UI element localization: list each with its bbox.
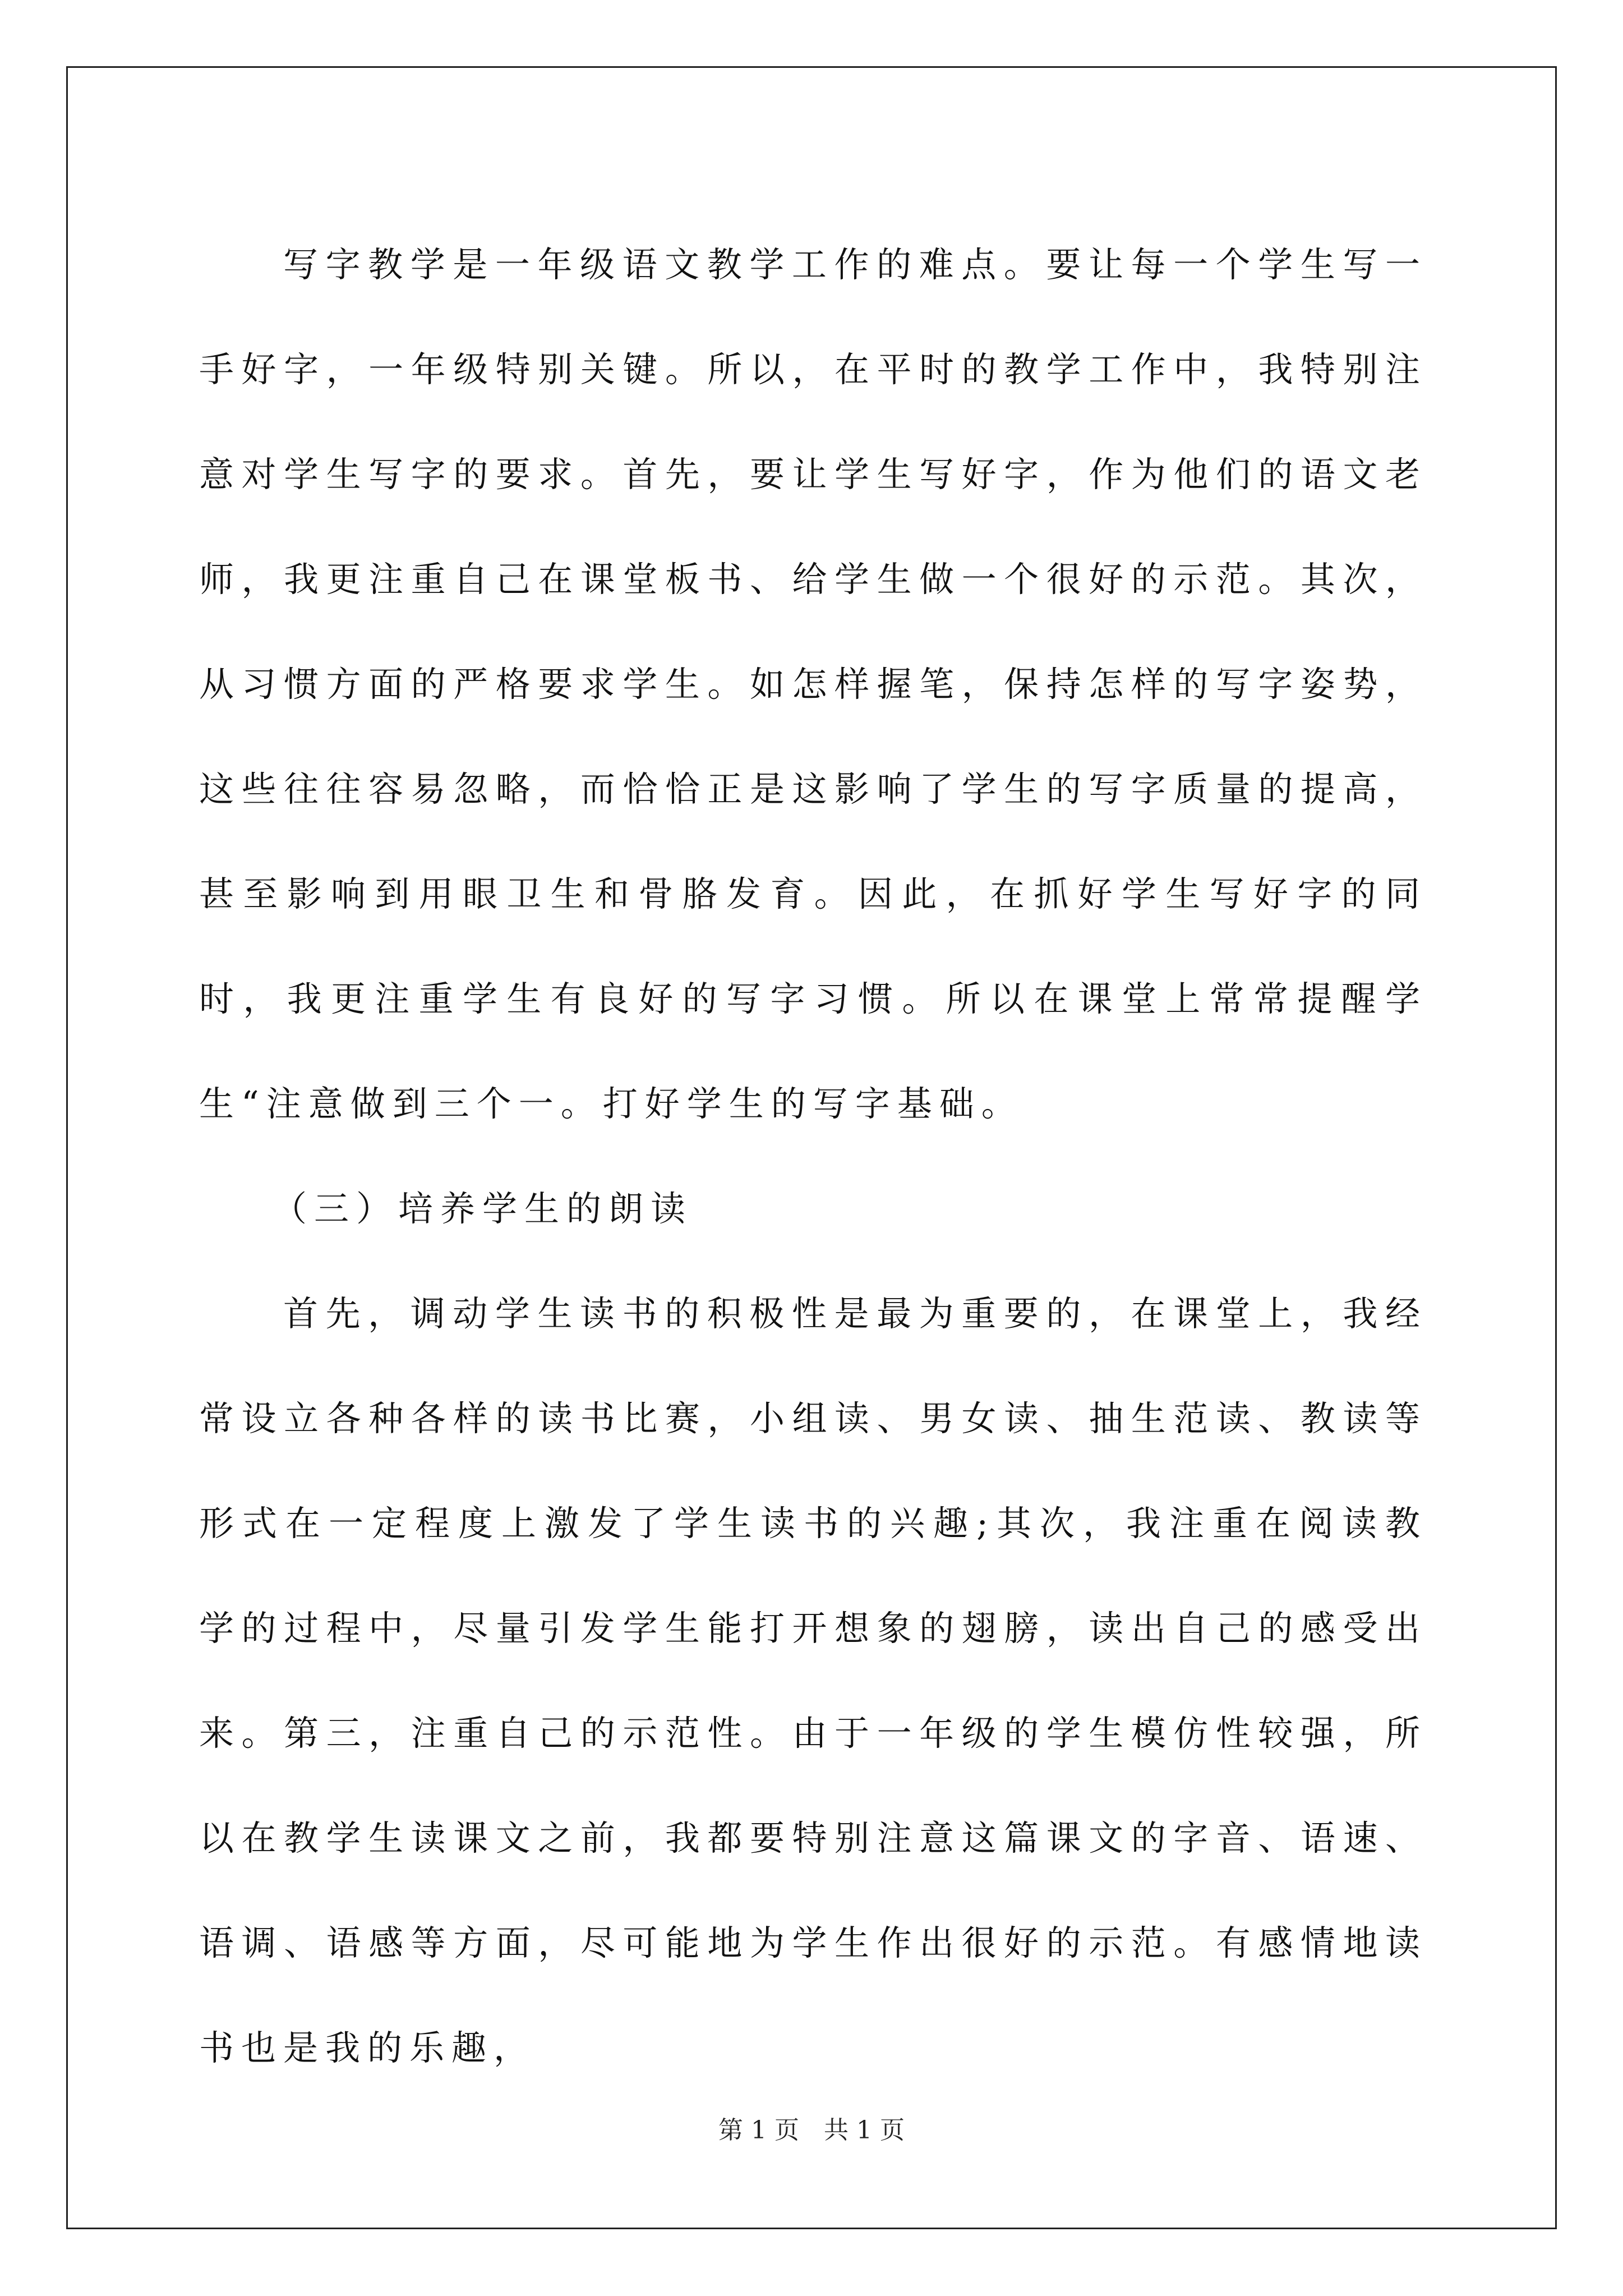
document-body (199, 212, 1427, 2100)
section-heading-reading: （三）培养学生的朗读 (272, 1188, 693, 1229)
paragraph-reading-teaching: 首先，调动学生读书的积极性是最为重要的，在课堂上，我经常设立各种各样的读书比赛，小组读、男女读、抽生范读、教读等形式在一定程度上激发了学生读书的兴趣;其次，我注重在阅读教学的过程中，尽量引发学生能打开想象的翅膀，读出自己的感受出来。第三，注重自己的示范性。由于一年级的学生模仿性较强，所以在教学生读课文之前，我都要特别注意这篇课文的字音、语速、语调、语感等方面，尽可能地为学生作出很好的示范。有感情地读书也是我的乐趣， (199, 1293, 1427, 2068)
page-number-footer: 第 1 页 共 1 页 (718, 2116, 905, 2145)
paragraph-handwriting-teaching: 写字教学是一年级语文教学工作的难点。要让每一个学生写一手好字，一年级特别关键。所以，在平时的教学工作中，我特别注意对学生写字的要求。首先，要让学生写好字，作为他们的语文老师，我更注重自己在课堂板书、给学生做一个很好的示范。其次，从习惯方面的严格要求学生。如怎样握笔，保持怎样的写字姿势，这些往往容易忽略，而恰恰正是这影响了学生的写字质量的提高，甚至影响到用眼卫生和骨胳发育。因此，在抓好学生写好字的同时，我更注重学生有良好的写字习惯。所以在课堂上常常提醒学生“注意做到三个一。打好学生的写字基础。 (199, 244, 1427, 1124)
